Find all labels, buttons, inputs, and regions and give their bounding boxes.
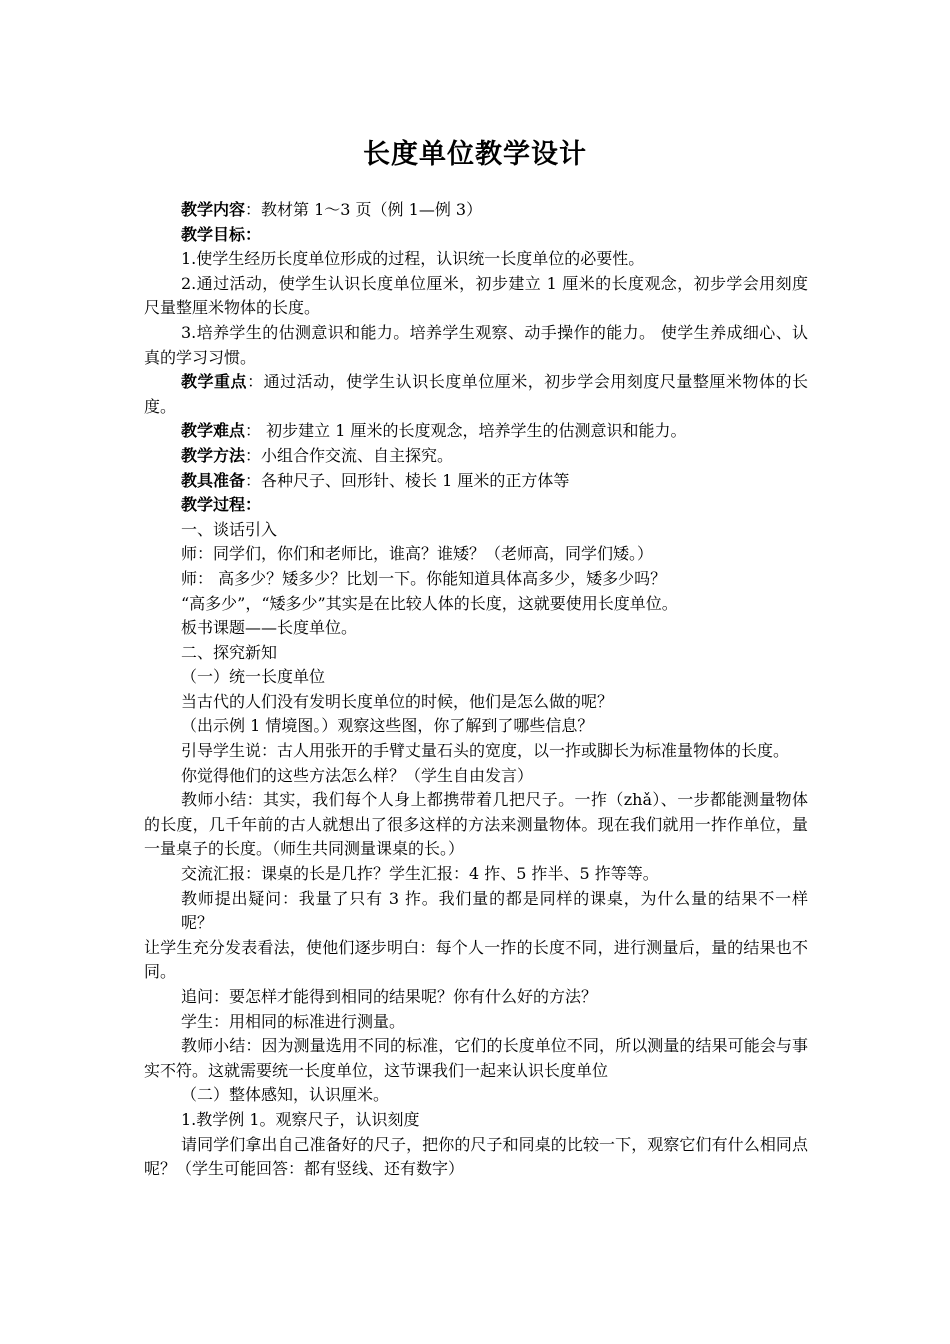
paragraph: 教师小结：其实，我们每个人身上都携带着几把尺子。一拃（zhǎ）、一步都能测量物体的长度，几千年前的古人就想出了很多这样的方法来测量物体。现在我们就用一拃作单位，量一量桌子的长度。（师生共同测量课桌的长。） bbox=[144, 790, 808, 859]
document-body bbox=[144, 198, 808, 1182]
content-label: 教学内容 bbox=[181, 200, 246, 219]
content-row bbox=[144, 198, 808, 223]
paragraph: 引导学生说：古人用张开的手臂丈量石头的宽度，以一拃或脚长为标准量物体的长度。 bbox=[181, 741, 790, 761]
paragraph: 师： 高多少？矮多少？比划一下。你能知道具体高多少，矮多少吗？ bbox=[181, 568, 667, 588]
paragraph: 你觉得他们的这些方法怎么样？（学生自由发言） bbox=[181, 765, 534, 785]
tools-label: 教具准备 bbox=[181, 470, 246, 490]
paragraph: 学生：用相同的标准进行测量。 bbox=[181, 1011, 406, 1031]
paragraph: 教师提出疑问：我量了只有 3 拃。我们量的都是同样的课桌，为什么量的结果不一样呢？ bbox=[181, 888, 808, 933]
paragraph: 板书课题——长度单位。 bbox=[181, 618, 358, 638]
paragraph: 请同学们拿出自己准备好的尺子，把你的尺子和同桌的比较一下，观察它们有什么相同点呢？（学生可能回答：都有竖线、还有数字） bbox=[144, 1134, 808, 1179]
page-title: 长度单位教学设计 bbox=[363, 139, 587, 170]
difficulty-label: 教学难点 bbox=[181, 421, 246, 441]
tools-value: ：各种尺子、回形针、棱长 1 厘米的正方体等 bbox=[245, 470, 570, 490]
method-value: ：小组合作交流、自主探究。 bbox=[245, 445, 454, 465]
difficulty-value: ： 初步建立 1 厘米的长度观念，培养学生的估测意识和能力。 bbox=[245, 421, 687, 441]
goal-item-1: 1.使学生经历长度单位形成的过程，认识统一长度单位的必要性。 bbox=[181, 249, 645, 269]
process-suffix: ： bbox=[245, 495, 262, 515]
goal-item-3: 3.培养学生的估测意识和能力。培养学生观察、动手操作的能力。 使学生养成细心、认真的学习习惯。 bbox=[144, 322, 808, 367]
key-point-value: ：通过活动，使学生认识长度单位厘米，初步学会用刻度尺量整厘米物体的长度。 bbox=[144, 372, 808, 416]
process-label: 教学过程 bbox=[181, 495, 246, 515]
goals-row bbox=[144, 223, 808, 248]
paragraph: “高多少”，“矮多少”其实是在比较人体的长度，这就要使用长度单位。 bbox=[181, 593, 678, 613]
paragraph: （出示例 1 情境图。）观察这些图，你了解到了哪些信息？ bbox=[181, 716, 594, 736]
key-point-row bbox=[144, 370, 808, 419]
key-point-label: 教学重点 bbox=[181, 372, 248, 392]
section-heading-intro: 一、谈话引入 bbox=[181, 519, 278, 539]
goals-suffix: ： bbox=[245, 224, 262, 244]
tools-row bbox=[144, 469, 808, 494]
paragraph: 当古代的人们没有发明长度单位的时候，他们是怎么做的呢？ bbox=[181, 691, 614, 711]
goals-label: 教学目标 bbox=[181, 224, 246, 244]
content-value: ：教材第 1～3 页（例 1—例 3） bbox=[245, 200, 483, 219]
paragraph: 教师小结：因为测量选用不同的标准，它们的长度单位不同，所以测量的结果可能会与事实不符。这就需要统一长度单位，这节课我们一起来认识长度单位 bbox=[144, 1036, 808, 1080]
paragraph: 1.教学例 1。观察尺子，认识刻度 bbox=[181, 1109, 420, 1129]
section-heading-explore: 二、探究新知 bbox=[181, 642, 278, 662]
paragraph: 师：同学们，你们和老师比，谁高？谁矮？（老师高，同学们矮。） bbox=[181, 544, 654, 564]
subsection-heading-cm: （二）整体感知，认识厘米。 bbox=[181, 1085, 390, 1105]
process-row bbox=[144, 493, 808, 518]
paragraph: 让学生充分发表看法，使他们逐步明白：每个人一拃的长度不同，进行测量后，量的结果也不同。 bbox=[144, 937, 808, 982]
paragraph: 交流汇报：课桌的长是几拃？学生汇报：4 拃、5 拃半、5 拃等等。 bbox=[181, 864, 659, 884]
subsection-heading-unify: （一）统一长度单位 bbox=[181, 667, 326, 687]
goal-item-2: 2.通过活动，使学生认识长度单位厘米，初步建立 1 厘米的长度观念，初步学会用刻度尺量整厘米物体的长度。 bbox=[144, 273, 808, 318]
paragraph: 追问：要怎样才能得到相同的结果呢？你有什么好的方法？ bbox=[181, 987, 598, 1006]
method-label: 教学方法 bbox=[181, 445, 246, 465]
difficulty-row bbox=[144, 419, 808, 444]
method-row bbox=[144, 444, 808, 469]
